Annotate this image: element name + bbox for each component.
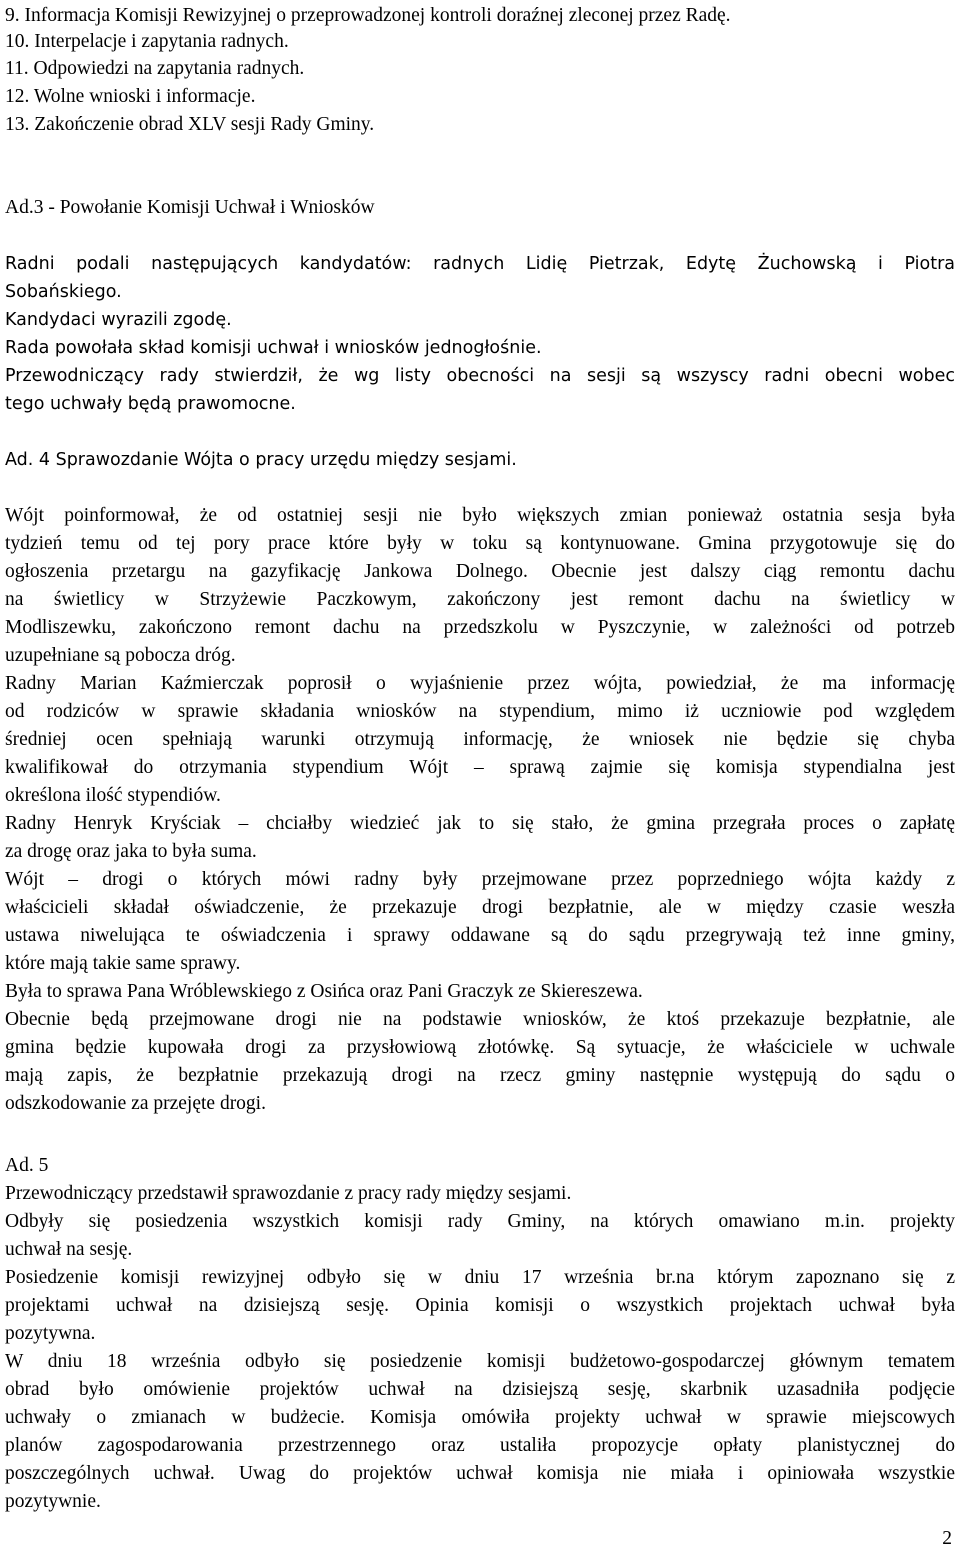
text-line: obrad było omówienie projektów uchwał na dzisiejszą sesję, skarbnik uzasadniła podjęcie [5,1379,955,1400]
text-line: Odbyły się posiedzenia wszystkich komisji rady Gminy, na których omawiano m.in. projekty [5,1211,955,1232]
text-line: Wójt poinformował, że od ostatniej sesji nie było większych zmian ponieważ ostatnia sesja była [5,505,955,526]
text-line: pozytywnie. [5,1491,101,1512]
text-line: za drogę oraz jaka to była suma. [5,841,257,862]
text-line: uzupełniane są pobocza dróg. [5,645,236,666]
text-line: właścicieli składał oświadczenie, że przekazuje drogi bezpłatnie, ale w między czasie weszła [5,897,955,918]
text-line: Radny Marian Kaźmierczak poprosił o wyjaśnienie przez wójta, powiedział, że ma informację [5,673,955,694]
text-line: określona ilość stypendiów. [5,785,221,806]
text-line: Obecnie będą przejmowane drogi nie na podstawie wniosków, że ktoś przekazuje bezpłatnie, ale [5,1009,955,1030]
text-line: Kandydaci wyrazili zgodę. [5,310,232,330]
text-line: Przewodniczący przedstawił sprawozdanie z pracy rady między sesjami. [5,1183,572,1204]
text-line: mają zapis, że bezpłatnie przekazują drogi na rzecz gminy następnie występują do sądu o [5,1065,955,1086]
text-line: na świetlicy w Strzyżewie Paczkowym, zakończony jest remont dachu na świetlicy w [5,589,955,610]
text-line: które mają takie same sprawy. [5,953,241,974]
text-line: Modliszewku, zakończono remont dachu na przedszkolu w Pyszczynie, w zależności od potrzeb [5,617,955,638]
text-line: uchwały o zmianach w budżecie. Komisja omówiła projekty uchwał w sprawie miejscowych [5,1407,955,1428]
text-line: uchwał na sesję. [5,1239,133,1260]
text-line: 12. Wolne wnioski i informacje. [5,86,256,107]
text-line: od rodziców w sprawie składania wniosków na stypendium, mimo iż uczniowie pod względem [5,701,955,722]
text-line: poszczególnych uchwał. Uwag do projektów uchwał komisja nie miała i opiniowała wszystkie [5,1463,955,1484]
text-line: odszkodowanie za przejęte drogi. [5,1093,266,1114]
text-line: 13. Zakończenie obrad XLV sesji Rady Gminy. [5,114,375,135]
text-line: pozytywna. [5,1323,96,1344]
text-line: średniej ocen spełniają warunki otrzymują informację, że wniosek nie będzie się chyba [5,729,955,750]
text-line: Sobańskiego. [5,282,122,302]
text-line: ogłoszenia przetargu na gazyfikację Jankowa Dolnego. Obecnie jest dalszy ciąg remontu dachu [5,561,955,582]
text-line: projektami uchwał na dzisiejszą sesję. Opinia komisji o wszystkich projektach uchwał była [5,1295,955,1316]
text-line: 11. Odpowiedzi na zapytania radnych. [5,58,305,79]
text-line: ustawa niwelująca te oświadczenia i sprawy oddawane są do sądu przegrywają też inne gminy, [5,925,955,946]
text-line: Radny Henryk Kryściak – chciałby wiedzieć jak to się stało, że gmina przegrała proces o zapłatę [5,813,955,834]
text-line: Ad. 5 [5,1155,49,1176]
text-line: Radni podali następujących kandydatów: radnych Lidię Pietrzak, Edytę Żuchowską i Piotra [5,254,955,274]
text-line: Ad. 4 Sprawozdanie Wójta o pracy urzędu między sesjami. [5,450,517,470]
text-line: 10. Interpelacje i zapytania radnych. [5,31,289,52]
text-line: tydzień temu od tej pory prace które były w toku są kontynuowane. Gmina przygotowuje się do [5,533,955,554]
text-line: Wójt – drogi o których mówi radny były przejmowane przez poprzedniego wójta każdy z [5,869,955,890]
text-line: Posiedzenie komisji rewizyjnej odbyło się w dniu 17 września br.na którym zapoznano się z [5,1267,955,1288]
text-line: Przewodniczący rady stwierdził, że wg listy obecności na sesji są wszyscy radni obecni wobec [5,366,955,386]
text-line: kwalifikował do otrzymania stypendium Wójt – sprawą zajmie się komisja stypendialna jest [5,757,955,778]
text-line: Była to sprawa Pana Wróblewskiego z Osińca oraz Pani Graczyk ze Skiereszewa. [5,981,643,1002]
text-line: tego uchwały będą prawomocne. [5,394,296,414]
text-line: planów zagospodarowania przestrzennego oraz ustaliła propozycje opłaty planistycznej do [5,1435,955,1456]
text-line: Rada powołała skład komisji uchwał i wniosków jednogłośnie. [5,338,542,358]
page-number: 2 [942,1528,952,1549]
text-line: 9. Informacja Komisji Rewizyjnej o przeprowadzonej kontroli doraźnej zleconej przez Radę. [5,5,731,26]
text-line: W dniu 18 września odbyło się posiedzenie komisji budżetowo-gospodarczej głównym tematem [5,1351,955,1372]
text-line: Ad.3 - Powołanie Komisji Uchwał i Wniosków [5,197,375,218]
text-line: gmina będzie kupowała drogi za przysłowiową złotówkę. Są sytuacje, że właściciele w uchwale [5,1037,955,1058]
